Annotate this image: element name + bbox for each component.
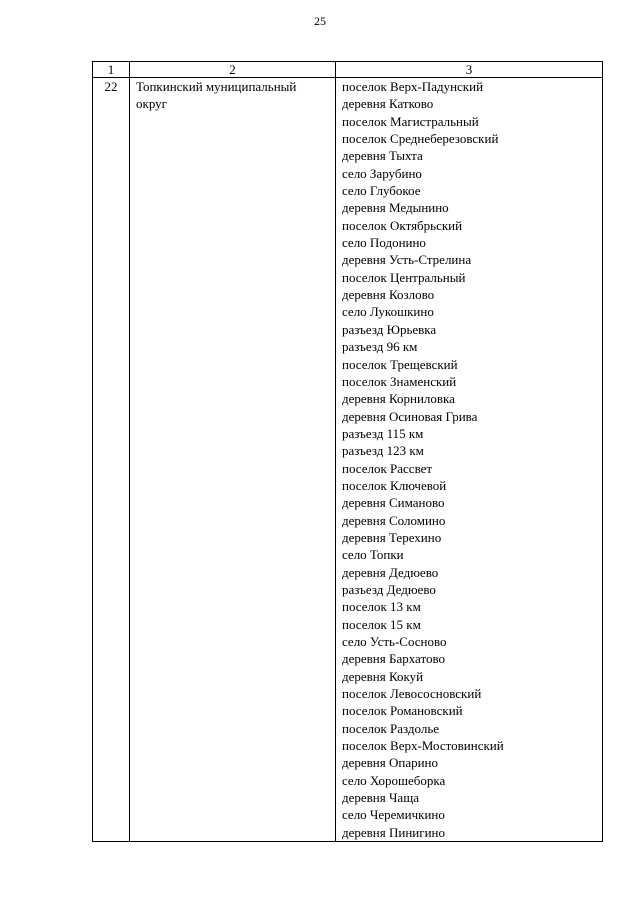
settlement-item: поселок Раздолье (342, 720, 440, 736)
settlement-item: разъезд 115 км (342, 425, 424, 441)
column-header-3: 3 (336, 62, 603, 78)
settlement-item: деревня Бархатово (342, 651, 446, 667)
settlement-item: поселок 13 км (342, 599, 421, 615)
settlement-item: село Лукошкино (342, 304, 434, 320)
settlement-item: поселок Трещевский (342, 356, 458, 372)
settlement-item: село Черемичкино (342, 807, 445, 823)
settlement-item: деревня Усть-Стрелина (342, 252, 472, 268)
settlement-item: деревня Терехино (342, 529, 442, 545)
settlement-item: поселок Левососновский (342, 686, 482, 702)
settlement-item: деревня Дедюево (342, 564, 439, 580)
settlement-item: поселок Октябрьский (342, 217, 463, 233)
settlement-item: село Глубокое (342, 183, 421, 199)
settlement-item: деревня Опарино (342, 755, 439, 771)
settlement-item: поселок Рассвет (342, 460, 433, 476)
settlement-item: поселок Ключевой (342, 477, 447, 493)
settlement-item: разъезд Дедюево (342, 581, 436, 597)
settlement-item: село Топки (342, 547, 404, 563)
settlement-item: разъезд Юрьевка (342, 321, 437, 337)
settlement-item: поселок Среднеберезовский (342, 131, 499, 147)
settlement-item: село Зарубино (342, 165, 422, 181)
settlement-item: поселок 15 км (342, 616, 421, 632)
settlement-item: поселок Магистральный (342, 113, 479, 129)
settlement-item: деревня Чаща (342, 790, 419, 806)
column-header-2: 2 (130, 62, 336, 78)
settlement-item: поселок Верх-Падунский (342, 79, 484, 94)
row-number: 22 (93, 78, 130, 842)
page-number: 25 (314, 14, 326, 28)
settlement-item: село Усть-Сосново (342, 634, 447, 649)
settlement-item: разъезд 96 км (342, 339, 418, 355)
table-header-row (93, 62, 603, 78)
settlement-item: деревня Пинигино (342, 824, 445, 840)
settlement-item: поселок Верх-Мостовинский (342, 738, 504, 754)
settlement-item: поселок Центральный (342, 269, 466, 285)
settlement-item: поселок Романовский (342, 703, 463, 719)
table-row (93, 78, 603, 842)
settlement-item: село Подонино (342, 235, 426, 251)
column-header-1: 1 (93, 62, 130, 78)
settlements-list (336, 78, 603, 842)
settlement-item: деревня Кокуй (342, 668, 424, 684)
settlement-item: деревня Козлово (342, 287, 435, 303)
district-name: Топкинский муниципальный округ (130, 78, 336, 842)
settlement-item: деревня Медынино (342, 200, 449, 216)
settlement-item: село Хорошеборка (342, 772, 446, 788)
settlement-item: деревня Осиновая Грива (342, 408, 478, 424)
settlements-table (92, 61, 603, 842)
settlement-item: деревня Тыхта (342, 148, 423, 164)
settlement-item: деревня Катково (342, 96, 434, 112)
settlement-item: поселок Знаменский (342, 373, 457, 389)
settlement-item: деревня Симаново (342, 495, 445, 511)
settlement-item: деревня Соломино (342, 512, 446, 528)
settlement-item: деревня Корниловка (342, 391, 455, 407)
settlement-item: разъезд 123 км (342, 443, 424, 459)
